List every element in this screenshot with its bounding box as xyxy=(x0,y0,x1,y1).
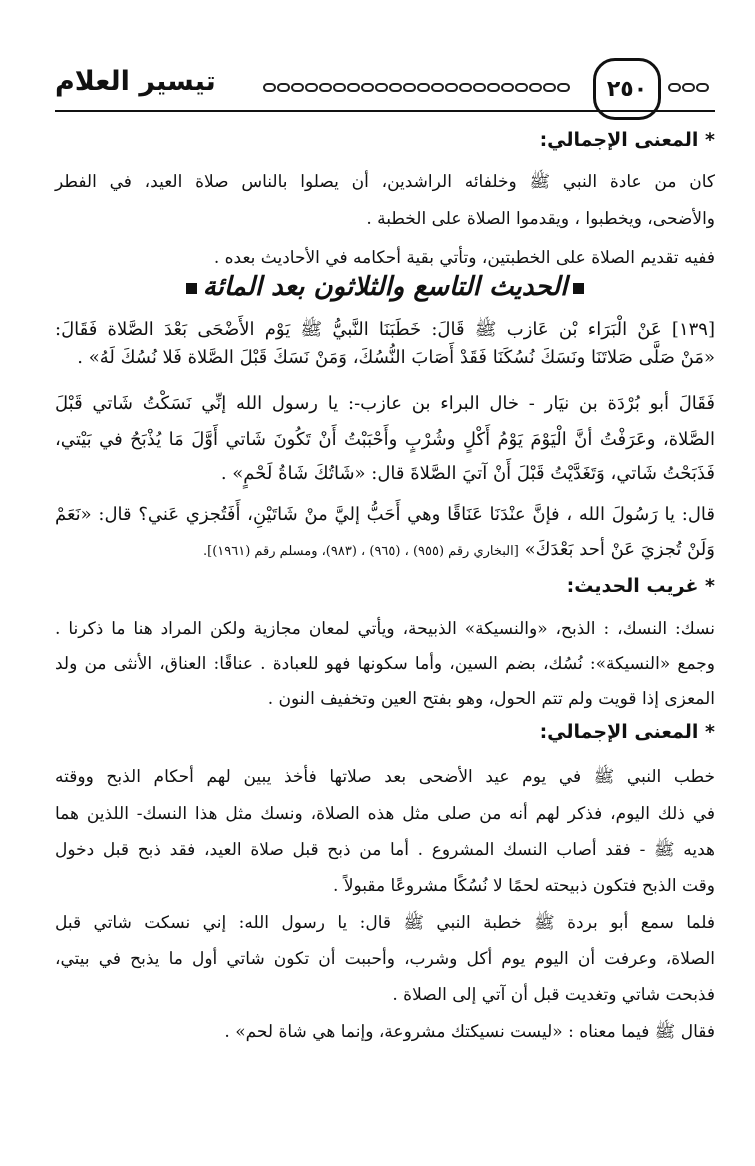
section-heading-gharib: * غريب الحديث: xyxy=(566,575,715,597)
paragraph-line: والأضحى، ويخطبوا ، ويقدموا الصلاة على الخطبة . xyxy=(366,209,715,229)
paragraph-line: فقال ﷺ فيما معناه : «ليست نسيكتك مشروعة، وإنما هي شاة لحم» . xyxy=(224,1022,715,1042)
paragraph-line: وقت الذبح فتكون ذبيحته لحمًا لا نُسُكًا مشروعًا مقبولاً . xyxy=(333,876,715,896)
hadith-title xyxy=(55,272,715,302)
square-bullet-icon xyxy=(186,283,197,294)
hadith-line: قال: يا رَسُولَ الله ، فإنَّ عنْدَنَا عَنَاقًا وهي أَحَبُّ إليَّ منْ شَاتَيْنِ، أَفَتُجزي عَني؟ قال: «نَعَمْ xyxy=(55,504,715,525)
paragraph-line: ففيه تقديم الصلاة على الخطبتين، وتأتي بقية أحكامه في الأحاديث بعده . xyxy=(213,248,715,268)
hadith-line: الصَّلاة، وعَرَفْتُ أنَّ الْيَوْمَ يَوْمُ أَكْلٍ وشُرْبٍ وأَحْبَبْتُ أَنْ تَكُونَ شَاتي أَوَّلَ مَا يُذْبَحُ في بَيْتي، xyxy=(55,429,715,450)
page-header xyxy=(0,58,755,128)
hadith-line: [١٣٩] عَنْ الْبَرَاء بْن عَازب ﷺ قَالَ: خَطَبَنَا النَّبيُّ ﷺ يَوْم الأَضْحَى بَعْدَ الصَّلاة فَقَالَ: xyxy=(55,319,715,340)
hadith-line: وَلَنْ تُجزيَ عَنْ أحد بَعْدَكَ» xyxy=(524,539,715,560)
paragraph-line: نسك: النسك، : الذبح، «والنسيكة» الذبيحة، ويأتي لمعان مجازية ولكن المراد هنا ما ذكرنا . xyxy=(55,619,715,639)
chain-ornament-short xyxy=(668,80,709,94)
paragraph-line: كان من عادة النبي ﷺ وخلفائه الراشدين، أن يصلوا بالناس صلاة العيد، في الفطر xyxy=(55,172,715,192)
paragraph-line: هديه ﷺ - فقد أصاب النسك المشروع . أما من ذبح قبل صلاة العيد، فقد ذبح قبل دخول xyxy=(55,840,715,860)
hadith-line-last xyxy=(55,538,715,564)
paragraph-line: المعزى إذا قويت ولم تتم الحول، وهو بفتح العين وتخفيف النون . xyxy=(267,689,715,709)
running-title: تيسير العلام xyxy=(55,66,216,97)
paragraph-line: وجمع «النسيكة»: نُسُك، بضم السين، وأما سكونها فهو للعبادة . عناقًا: العناق، الأنثى من ولد xyxy=(55,654,715,674)
paragraph-line: خطب النبي ﷺ في يوم عيد الأضحى بعد صلاتها فأخذ يبين لهم أحكام الذبح ووقته xyxy=(55,767,715,787)
hadith-reference: [البخاري رقم (٩٥٥) ، (٩٦٥) ، (٩٨٣)، ومسلم رقم (١٩٦١)]. xyxy=(202,544,519,559)
paragraph-line: فذبحت شاتي وتغديت قبل أن آتي إلى الصلاة . xyxy=(392,985,715,1005)
section-heading-meaning-2: * المعنى الإجمالي: xyxy=(539,721,715,743)
paragraph-line: فلما سمع أبو بردة ﷺ خطبة النبي ﷺ قال: يا رسول الله: إني نسكت شاتي قبل xyxy=(55,913,715,933)
chain-ornament xyxy=(263,80,570,94)
header-rule xyxy=(55,110,715,112)
hadith-title-text: الحديث التاسع والثلاثون بعد المائة xyxy=(202,272,568,302)
hadith-line: «مَنْ صَلَّى صَلاتَنَا ونَسَكَ نُسُكَنَا فَقَدْ أَصَابَ النُّسُكَ، وَمَنْ نَسَكَ قَبْلَ الصَّلاة فَلا نُسُكَ لَهُ» . xyxy=(77,347,715,368)
hadith-line: فَقَالَ أبو بُرْدَة بن نيَار - خال البراء بن عازب-: يا رسول الله إنِّي نَسَكْتُ شَاتي قَبْلَ xyxy=(55,393,715,414)
page-number: ٢٥٠ xyxy=(593,58,661,120)
square-bullet-icon xyxy=(573,283,584,294)
hadith-line: فَذَبَحْتُ شَاتي، وَتَغَدَّيْتُ قَبْلَ أَنْ آتيَ الصَّلاةَ قال: «شَاتُكَ شَاةُ لَحْمٍ» . xyxy=(220,463,715,484)
paragraph-line: في ذلك اليوم، فذكر لهم أنه من صلى مثل هذه الصلاة، ونسك مثل هذا النسك- اللذين هما xyxy=(55,804,715,824)
section-heading-meaning: * المعنى الإجمالي: xyxy=(539,129,715,151)
paragraph-line: الصلاة، وعرفت أن اليوم يوم أكل وشرب، وأحببت أن تكون شاتي أول ما يذبح في بيتي، xyxy=(55,949,715,969)
